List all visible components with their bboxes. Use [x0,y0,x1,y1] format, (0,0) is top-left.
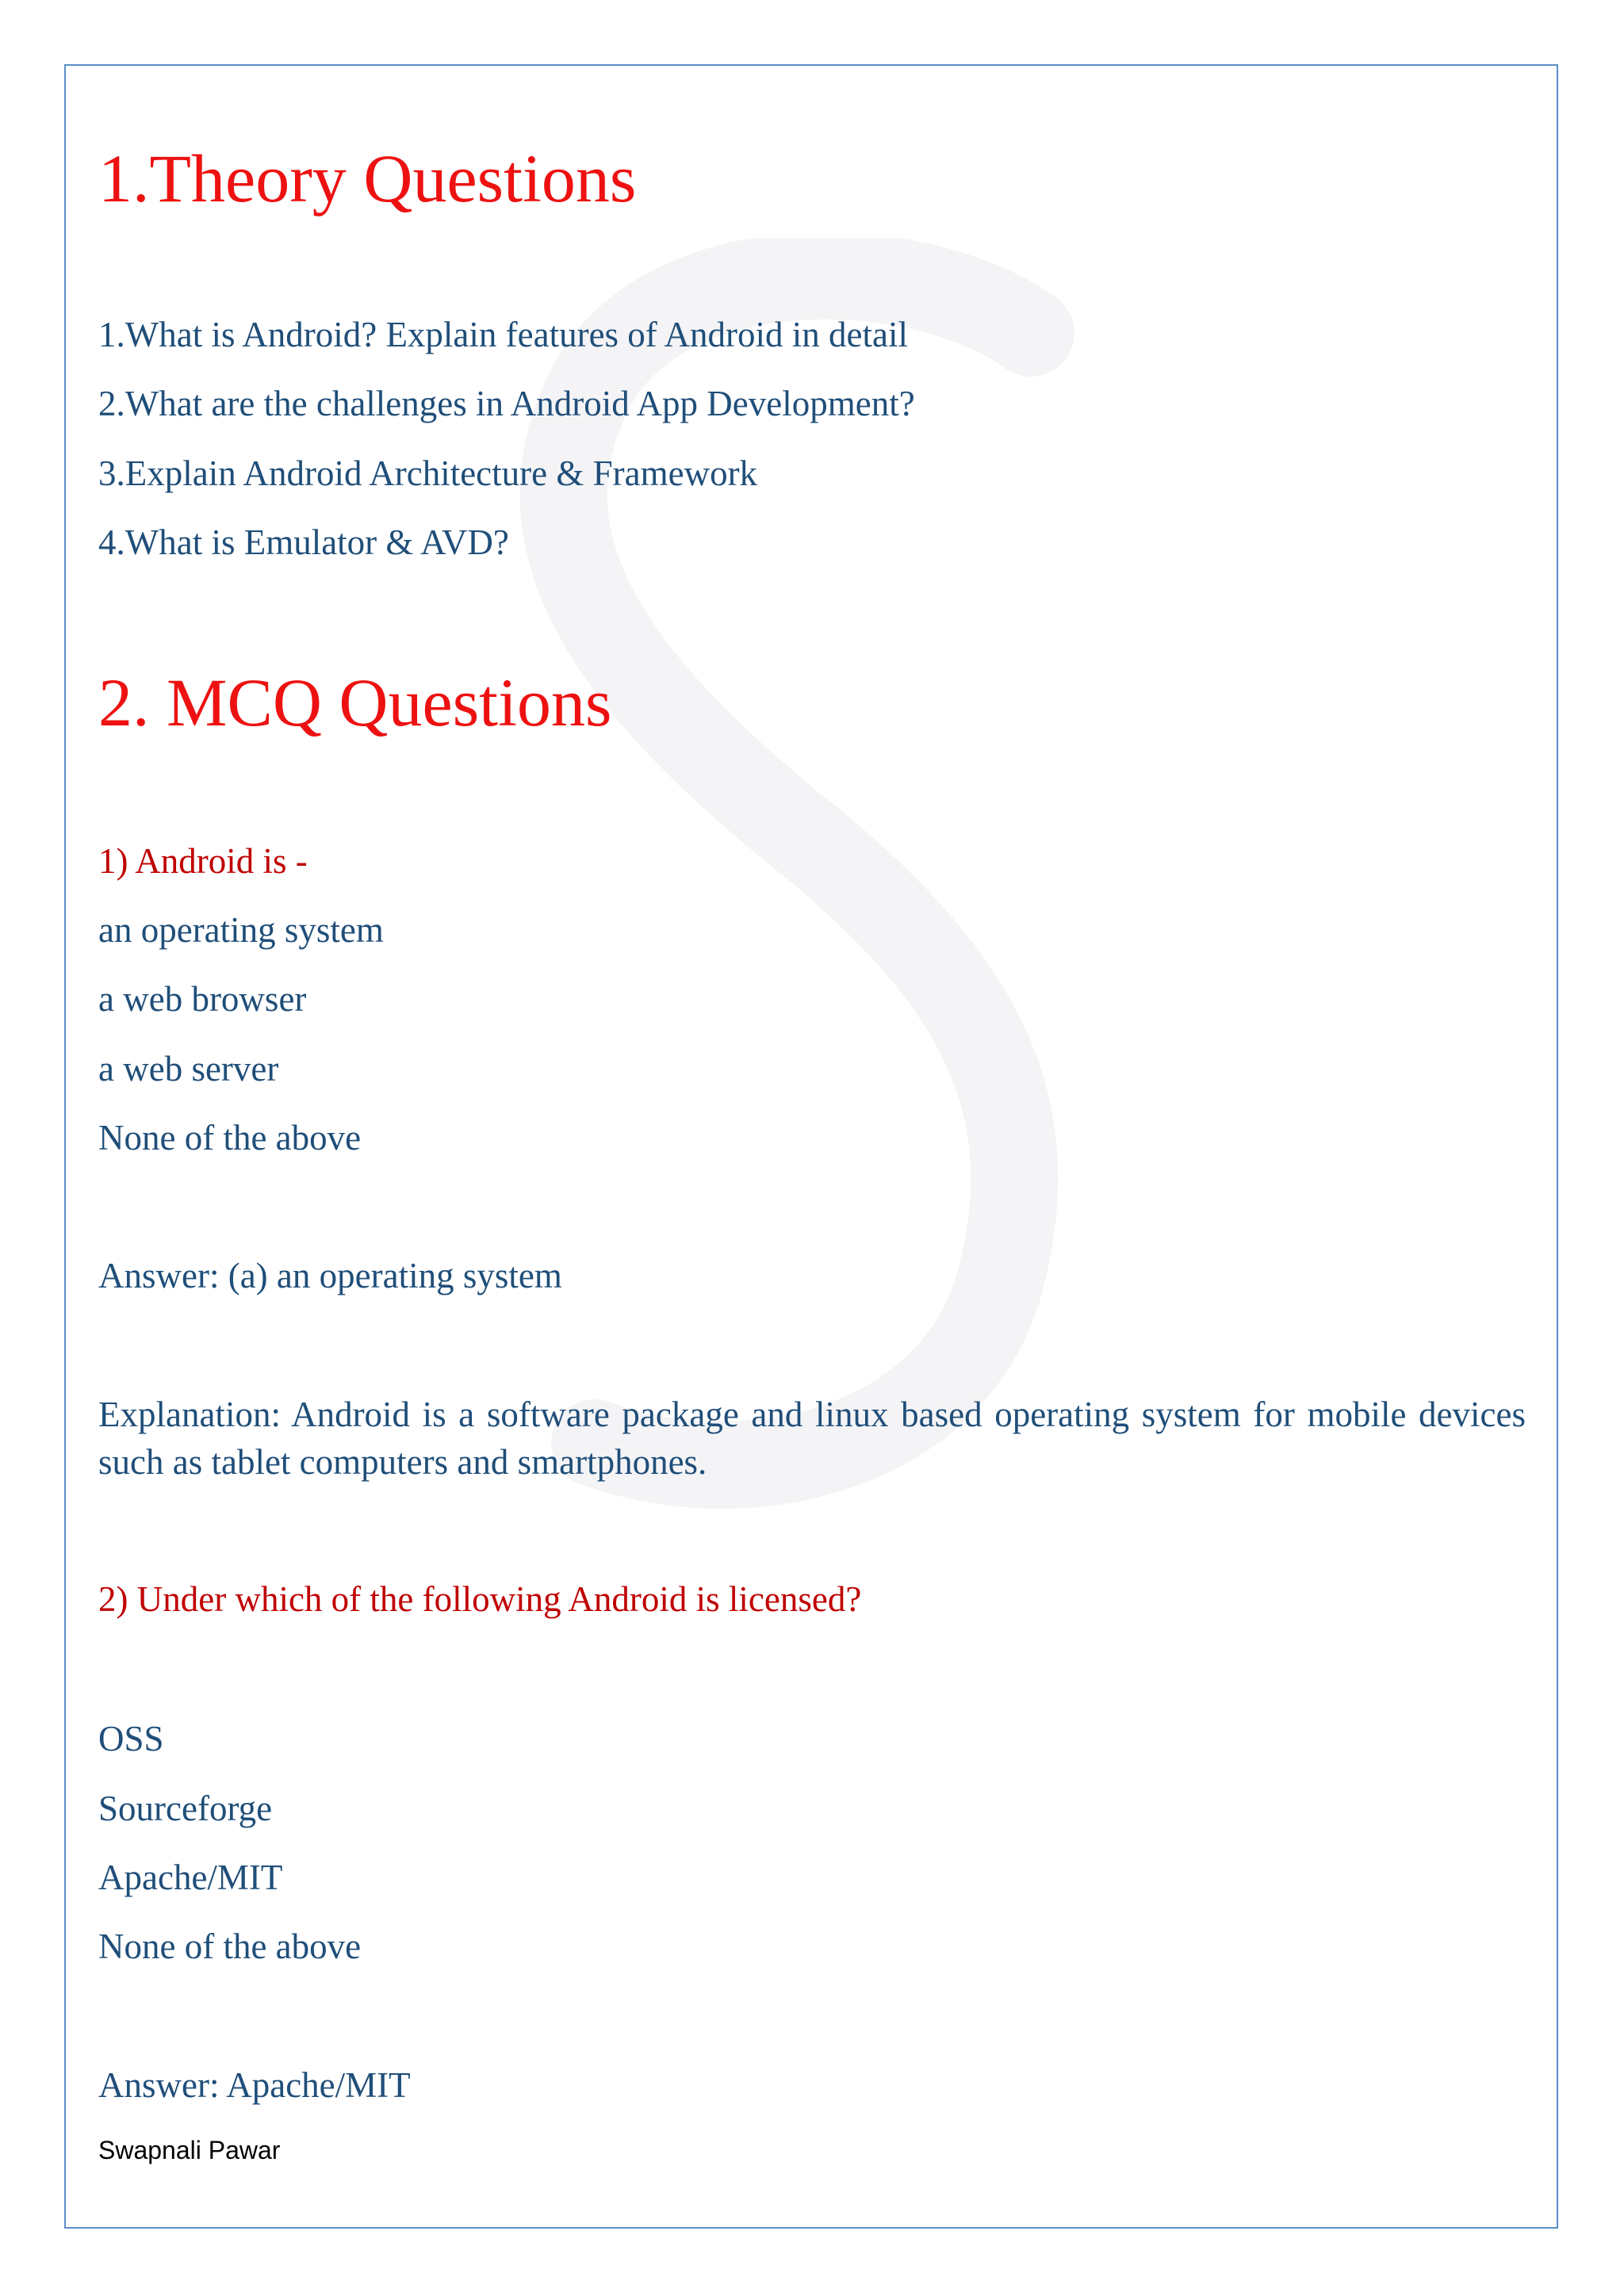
theory-question-1: 1.What is Android? Explain features of Android in detail [98,315,909,354]
mcq-1-option-a: an operating system [98,910,384,950]
mcq-1-explanation: Explanation: Android is a software package and linux based operating system for mobile devices such as tablet computers and smartphones. [98,1395,1526,1482]
mcq-2-question: 2) Under which of the following Android is licensed? [98,1579,862,1619]
theory-question-4: 4.What is Emulator & AVD? [98,522,509,562]
mcq-2-option-a: OSS [98,1719,164,1758]
mcq-2-option-b: Sourceforge [98,1789,273,1828]
theory-question-2: 2.What are the challenges in Android App Development? [98,384,915,423]
mcq-2-option-c: Apache/MIT [98,1858,283,1897]
mcq-2-answer: Answer: Apache/MIT [98,2065,411,2105]
mcq-1-question: 1) Android is - [98,841,308,881]
mcq-1-option-c: a web server [98,1049,279,1089]
footer-author: Swapnali Pawar [98,2136,281,2164]
section-2-heading: 2. MCQ Questions [98,664,612,740]
mcq-1-option-b: a web browser [98,979,307,1019]
mcq-1-answer: Answer: (a) an operating system [98,1256,562,1295]
mcq-1-option-d: None of the above [98,1118,362,1158]
mcq-2-option-d: None of the above [98,1927,362,1966]
theory-question-3: 3.Explain Android Architecture & Framework [98,453,758,493]
section-1-heading: 1.Theory Questions [98,140,637,216]
